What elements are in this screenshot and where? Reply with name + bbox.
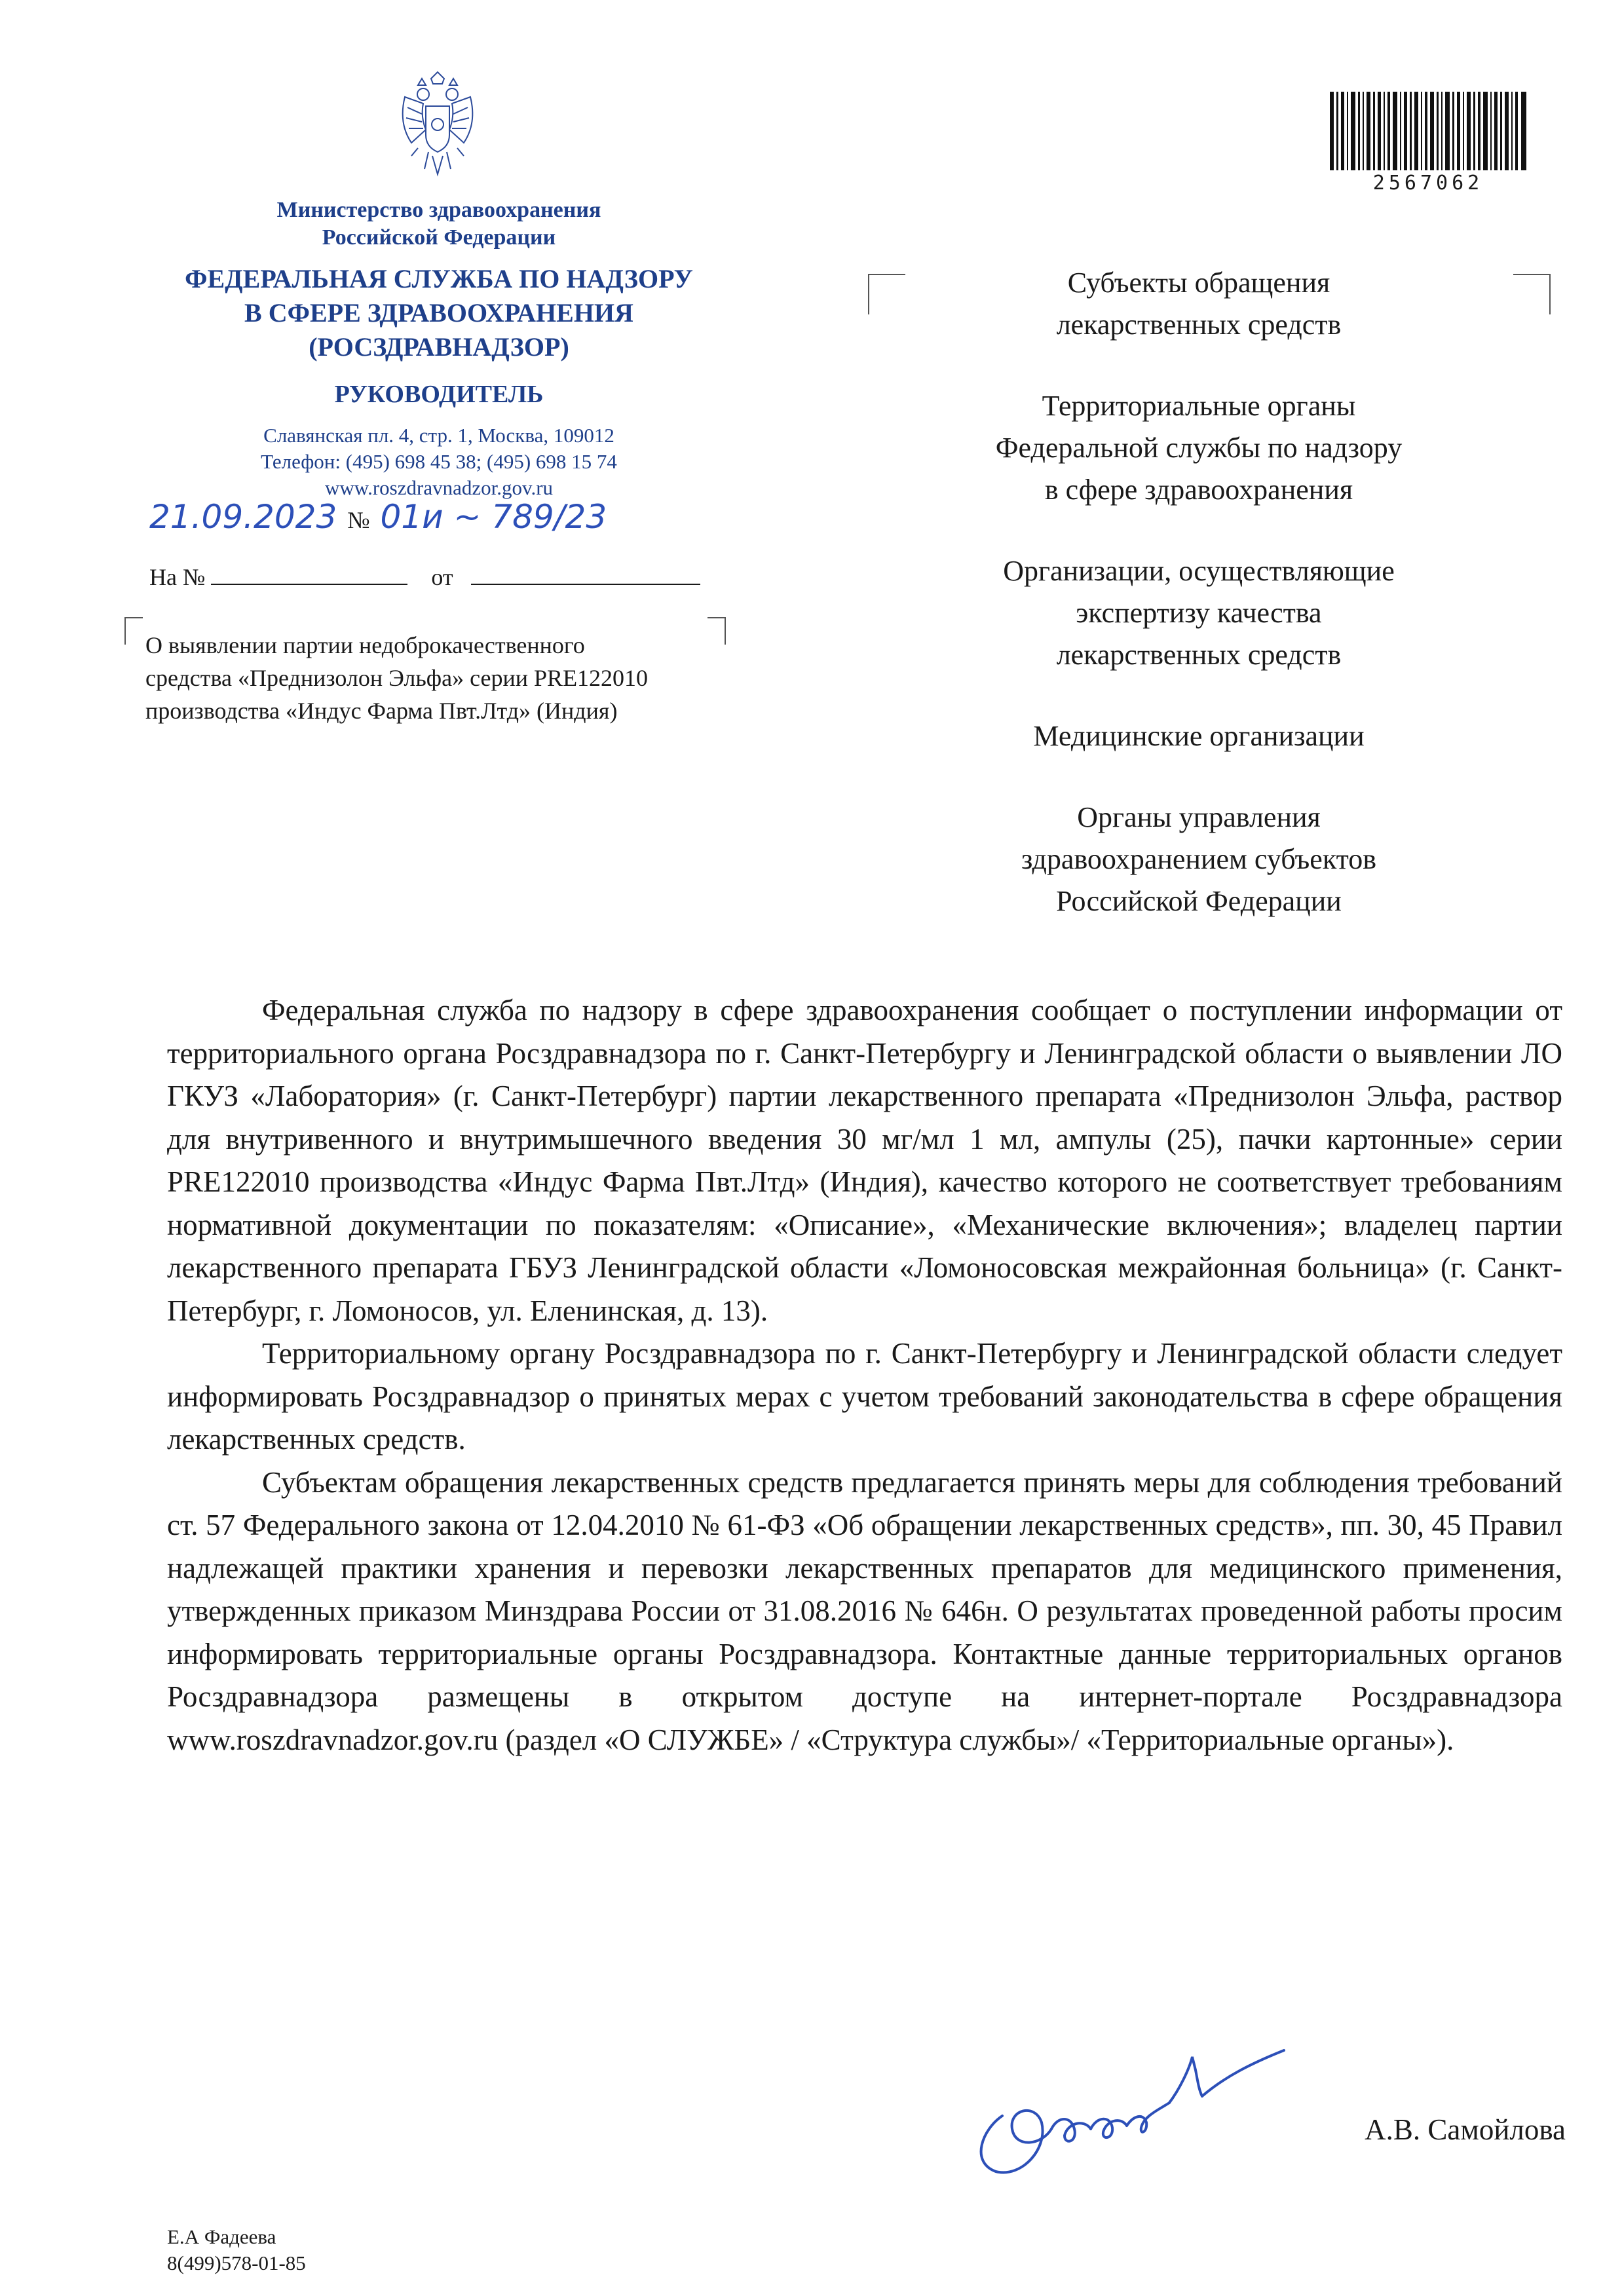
- head-title: РУКОВОДИТЕЛЬ: [334, 381, 544, 408]
- body-paragraph-1: Федеральная служба по надзору в сфере здравоохранения сообщает о поступлении информации от территориального органа Росздравнадзора по г. Санкт-Петербургу и Ленинградской области о выявлении ЛО ГКУЗ «Лаборатория» (г. Санкт-Петербург) партии лекарственного препарата «Преднизолон Эльфа, раствор для внутривенного и внутримышечного введения 30 мг/мл 1 мл, ампулы (25), пачки картонные» серии PRE122010 производства «Индус Фарма Пвт.Лтд» (Индия), качество которого не соответствует требованиям нормативной документации по показателям: «Описание», «Механические включения»; владелец партии лекарственного препарата ГБУЗ Ленинградской области «Ломоносовская межрайонная больница» (г. Санкт-Петербург, г. Ломоносов, ул. Еленинская, д. 13).: [167, 994, 1562, 1327]
- website: www.roszdravnadzor.gov.ru: [324, 476, 554, 499]
- executor-phone: 8(499)578-01-85: [167, 2251, 306, 2274]
- barcode-number: 2567062: [1372, 172, 1484, 195]
- addressee-item: [911, 797, 1487, 922]
- addressee-item: [911, 715, 1487, 757]
- subject: [145, 629, 774, 727]
- na-label: На №: [149, 564, 206, 590]
- addressee-item: [911, 385, 1487, 511]
- subject-line-2: средства «Преднизолон Эльфа» серии PRE122010: [145, 665, 649, 691]
- ot-label: от: [431, 564, 453, 590]
- registration-line: [149, 498, 607, 536]
- executor-name: Е.А Фадеева: [167, 2225, 276, 2248]
- coat-of-arms-icon: [392, 71, 483, 182]
- service-line-3: (РОСЗДРАВНАДЗОР): [309, 332, 569, 362]
- addressee-line: здравоохранением субъектов: [1021, 843, 1377, 875]
- addressee-bracket-right: [1513, 274, 1551, 314]
- letter-body: [167, 989, 1562, 1761]
- service-name: [138, 262, 740, 364]
- barcode-icon: [1330, 92, 1526, 170]
- service-line-2: В СФЕРЕ ЗДРАВООХРАНЕНИЯ: [244, 298, 633, 328]
- ot-field: [471, 564, 700, 585]
- body-paragraph-3: Субъектам обращения лекарственных средств предлагается принять меры для соблюдения требований ст. 57 Федерального закона от 12.04.2010 № 61-ФЗ «Об обращении лекарственных средств», пп. 30, 45 Правил надлежащей практики хранения и перевозки лекарственных препаратов для медицинского применения, утвержденных приказом Минздрава России от 31.08.2016 № 646н. О результатах проведенной работы просим информировать территориальные органы Росздравнадзора. Контактные данные территориальных органов Росздравнадзора размещены в открытом доступе на интернет-портале Росздравнадзора www.roszdravnadzor.gov.ru (раздел «О СЛУЖБЕ» / «Структура службы»/ «Территориальные органы»).: [167, 1465, 1562, 1756]
- subject-line-1: О выявлении партии недоброкачественного: [145, 632, 585, 658]
- addressee-line: лекарственных средств: [1056, 639, 1342, 671]
- addressee-line: в сфере здравоохранения: [1044, 474, 1353, 506]
- addressee-line: Медицинские организации: [1033, 720, 1365, 752]
- handwritten-signature-icon: [943, 2024, 1291, 2188]
- body-paragraph-2: Территориальному органу Росздравнадзора по г. Санкт-Петербургу и Ленинградской области следует информировать Росздравнадзор о принятых мерах с учетом требований законодательства в сфере обращения лекарственных средств.: [167, 1337, 1562, 1456]
- ministry-line-2: Российской Федерации: [322, 225, 556, 250]
- addressee-line: Органы управления: [1077, 801, 1321, 833]
- na-field: [211, 564, 407, 585]
- subject-line-3: производства «Индус Фарма Пвт.Лтд» (Индия): [145, 698, 618, 724]
- addressee-item: [911, 550, 1487, 676]
- address: Славянская пл. 4, стр. 1, Москва, 109012: [263, 424, 614, 447]
- addressee-item: [911, 262, 1487, 346]
- ministry-line-1: Министерство здравоохранения: [276, 198, 601, 222]
- addressee-line: экспертизу качества: [1076, 597, 1322, 629]
- reference-line: [149, 563, 700, 591]
- addressee-line: Территориальные органы: [1042, 390, 1356, 422]
- addressee-line: Организации, осуществляющие: [1003, 555, 1395, 587]
- registration-number: 01и ~ 789/23: [380, 498, 607, 536]
- ministry-name: [216, 197, 662, 252]
- addressee-line: Федеральной службы по надзору: [995, 432, 1403, 464]
- registration-date: 21.09.2023: [149, 498, 337, 536]
- addressee-line: лекарственных средств: [1056, 309, 1342, 341]
- phone: Телефон: (495) 698 45 38; (495) 698 15 74: [261, 450, 617, 473]
- addressee-line: Российской Федерации: [1056, 885, 1342, 917]
- service-line-1: ФЕДЕРАЛЬНАЯ СЛУЖБА ПО НАДЗОРУ: [185, 264, 693, 293]
- addressee-line: Субъекты обращения: [1067, 267, 1330, 299]
- addressee-bracket-left: [868, 274, 905, 314]
- signer-name: А.В. Самойлова: [1365, 2113, 1566, 2146]
- addressee-list: [911, 262, 1487, 962]
- subject-bracket-left: [124, 617, 143, 645]
- executor-block: [167, 2224, 306, 2276]
- contact-block: [183, 423, 694, 501]
- number-sign: №: [347, 507, 370, 533]
